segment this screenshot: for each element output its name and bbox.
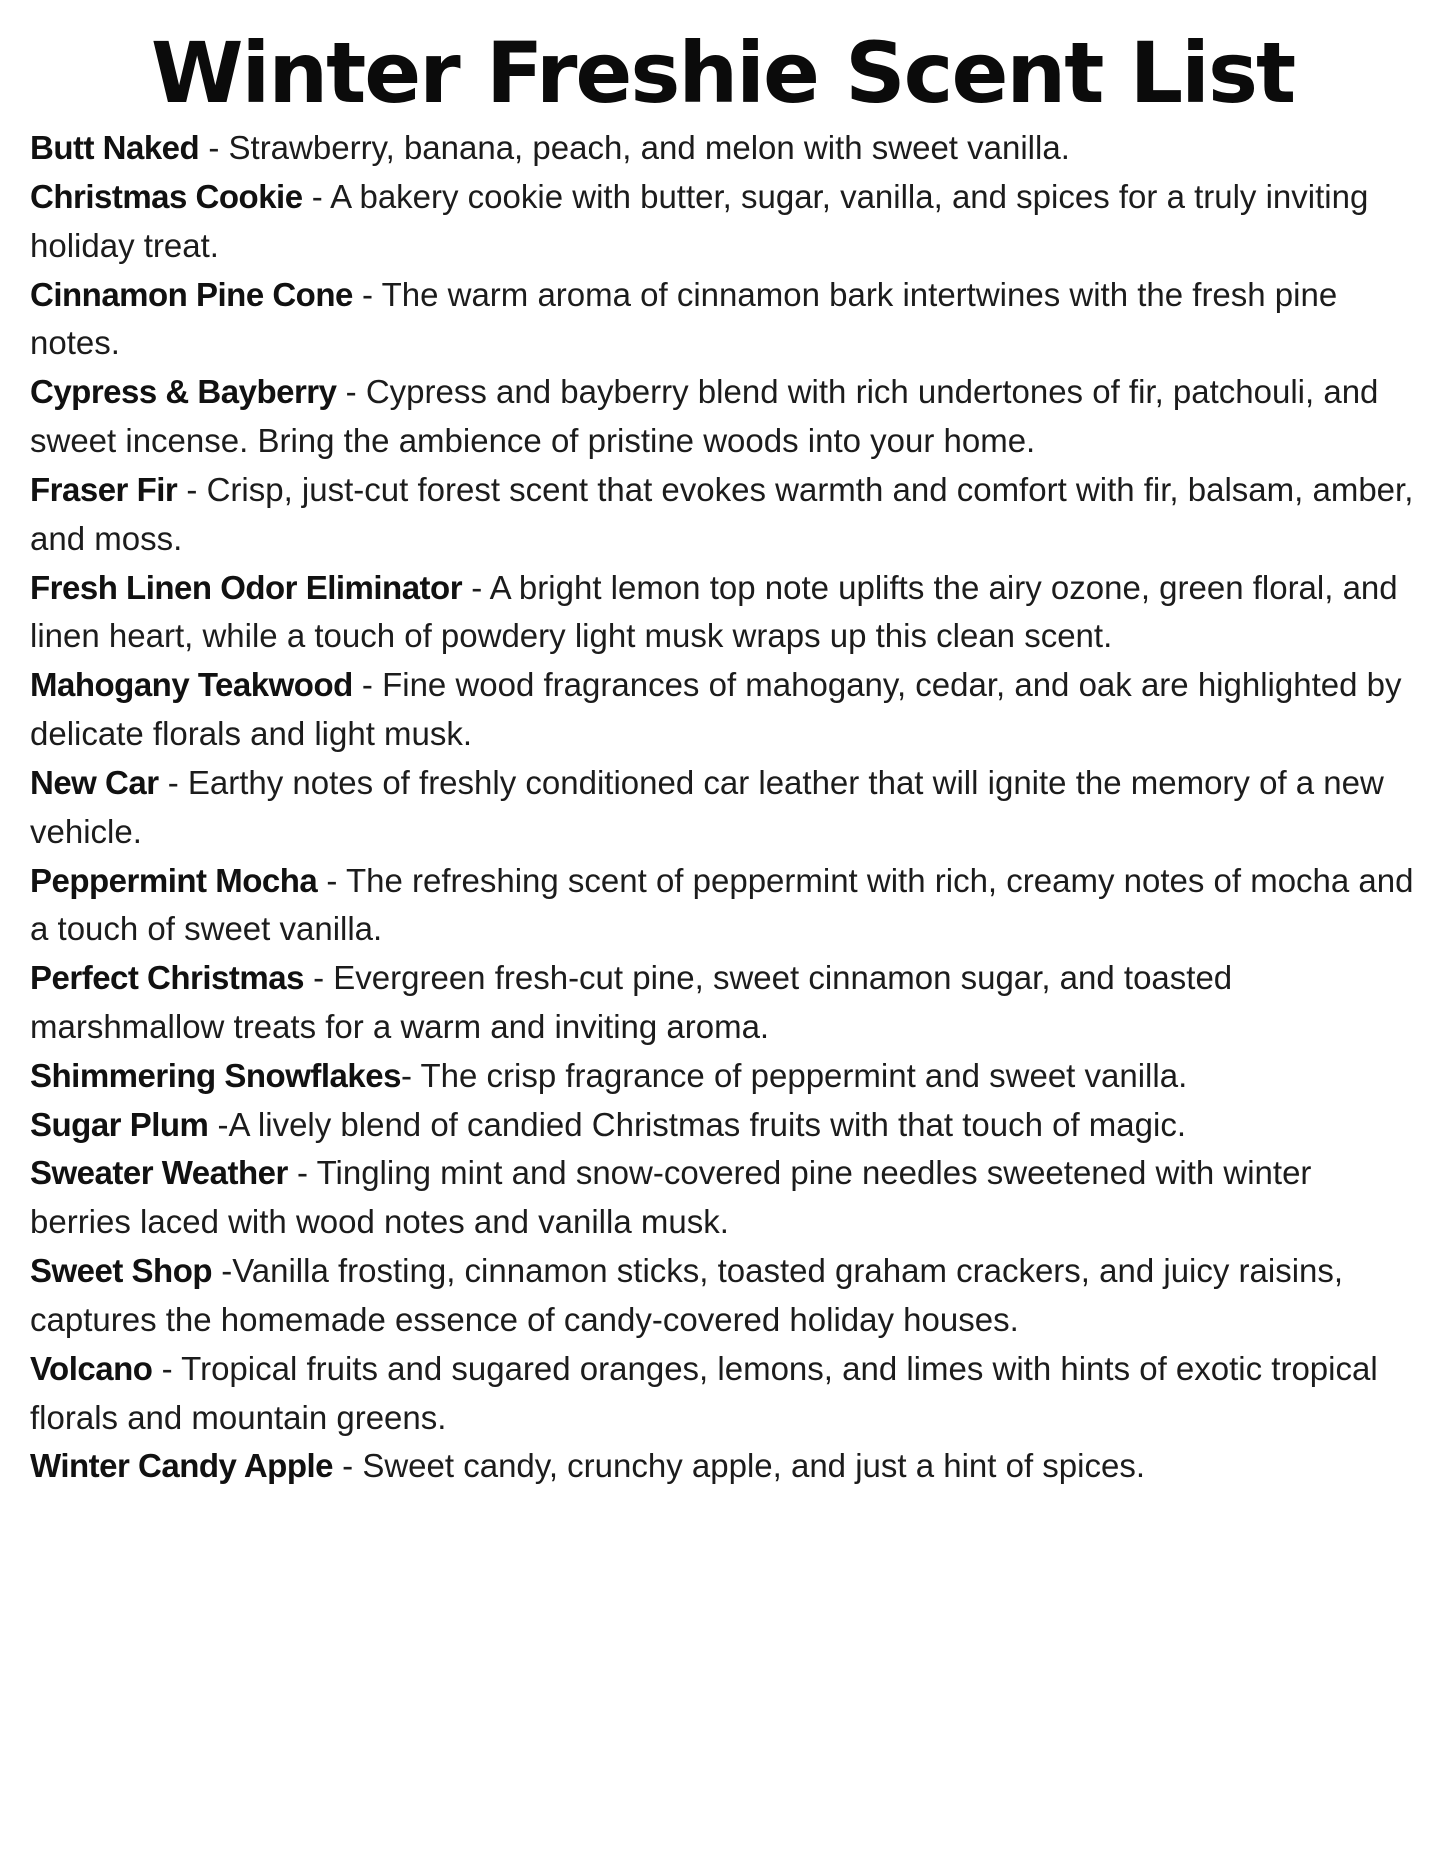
scent-separator: - — [336, 373, 366, 411]
scent-separator: - — [199, 129, 229, 167]
scent-name: Sweater Weather — [30, 1154, 288, 1192]
scent-description: A bakery cookie with butter, sugar, vanilla, and spices for a truly inviting holiday treat. — [30, 177, 1369, 264]
scent-description: Earthy notes of freshly conditioned car leather that will ignite the memory of a new vehicle. — [30, 763, 1384, 850]
scent-item — [30, 1149, 1415, 1247]
scent-name: Cypress & Bayberry — [30, 373, 337, 411]
scent-description: Crisp, just-cut forest scent that evokes warmth and comfort with fir, balsam, amber, and moss. — [30, 470, 1414, 557]
scent-item — [30, 954, 1415, 1052]
scent-description: Strawberry, banana, peach, and melon with sweet vanilla. — [228, 129, 1070, 167]
page-title: Winter Freshie Scent List — [150, 24, 1295, 122]
scent-name: Fresh Linen Odor Eliminator — [30, 568, 463, 606]
scent-item — [30, 1442, 1415, 1491]
scent-item — [30, 173, 1415, 271]
scent-separator: - — [352, 275, 382, 313]
scent-name: Sweet Shop — [30, 1252, 213, 1290]
scent-item — [30, 1247, 1415, 1345]
scent-separator: - — [177, 470, 207, 508]
scent-description: Fine wood fragrances of mahogany, cedar, and oak are highlighted by delicate florals and light musk. — [30, 666, 1402, 753]
scent-separator: - — [212, 1252, 233, 1290]
scent-description: The warm aroma of cinnamon bark intertwines with the fresh pine notes. — [30, 275, 1338, 362]
scent-description: The crisp fragrance of peppermint and sweet vanilla. — [420, 1056, 1188, 1094]
scent-description: Tropical fruits and sugared oranges, lemons, and limes with hints of exotic tropical florals and mountain greens. — [30, 1349, 1378, 1436]
scent-name: Fraser Fir — [30, 470, 178, 508]
scent-name: Christmas Cookie — [30, 177, 303, 215]
scent-description: A bright lemon top note uplifts the airy ozone, green floral, and linen heart, while a touch of powdery light musk wraps up this clean scent. — [30, 568, 1398, 655]
scent-separator: - — [158, 763, 188, 801]
scent-item — [30, 271, 1415, 369]
scent-name: Sugar Plum — [30, 1105, 209, 1143]
scent-item — [30, 1101, 1415, 1150]
scent-item — [30, 124, 1415, 173]
scent-name: Winter Candy Apple — [30, 1447, 334, 1485]
scent-separator: - — [317, 861, 346, 899]
scent-name: Cinnamon Pine Cone — [30, 275, 353, 313]
scent-separator: - — [208, 1105, 229, 1143]
scent-name: Mahogany Teakwood — [30, 666, 353, 704]
scent-description: Tingling mint and snow-covered pine needles sweetened with winter berries laced with wood notes and vanilla musk. — [30, 1154, 1312, 1241]
scent-item — [30, 368, 1415, 466]
scent-item — [30, 857, 1415, 955]
scent-description: Cypress and bayberry blend with rich undertones of fir, patchouli, and sweet incense. Bring the ambience of pristine woods into your home. — [30, 373, 1379, 460]
scent-separator: - — [462, 568, 490, 606]
scent-description: Evergreen fresh-cut pine, sweet cinnamon sugar, and toasted marshmallow treats for a warm and inviting aroma. — [30, 959, 1233, 1045]
scent-description: Vanilla frosting, cinnamon sticks, toasted graham crackers, and juicy raisins, captures the homemade essence of candy-covered holiday houses. — [30, 1252, 1344, 1338]
scent-item — [30, 1345, 1415, 1443]
scent-separator: - — [302, 177, 331, 215]
scent-separator: - — [333, 1447, 363, 1485]
scent-name: Perfect Christmas — [30, 959, 304, 997]
scent-name: Peppermint Mocha — [30, 861, 318, 899]
scent-item — [30, 661, 1415, 759]
scent-item — [30, 564, 1415, 662]
scent-list — [30, 124, 1415, 1491]
scent-separator: - — [152, 1349, 182, 1387]
scent-separator: - — [400, 1056, 421, 1094]
scent-name: Shimmering Snowflakes — [30, 1056, 401, 1094]
scent-description: Sweet candy, crunchy apple, and just a hint of spices. — [362, 1447, 1146, 1485]
scent-separator: - — [287, 1154, 317, 1192]
scent-name: Butt Naked — [30, 129, 200, 167]
scent-item — [30, 466, 1415, 564]
scent-separator: - — [303, 959, 334, 997]
scent-item — [30, 1052, 1415, 1101]
scent-description: A lively blend of candied Christmas fruits with that touch of magic. — [228, 1105, 1186, 1143]
scent-name: New Car — [30, 763, 159, 801]
scent-separator: - — [352, 666, 383, 704]
scent-description: The refreshing scent of peppermint with rich, creamy notes of mocha and a touch of sweet vanilla. — [30, 861, 1414, 948]
scent-name: Volcano — [30, 1349, 153, 1387]
scent-item — [30, 759, 1415, 857]
